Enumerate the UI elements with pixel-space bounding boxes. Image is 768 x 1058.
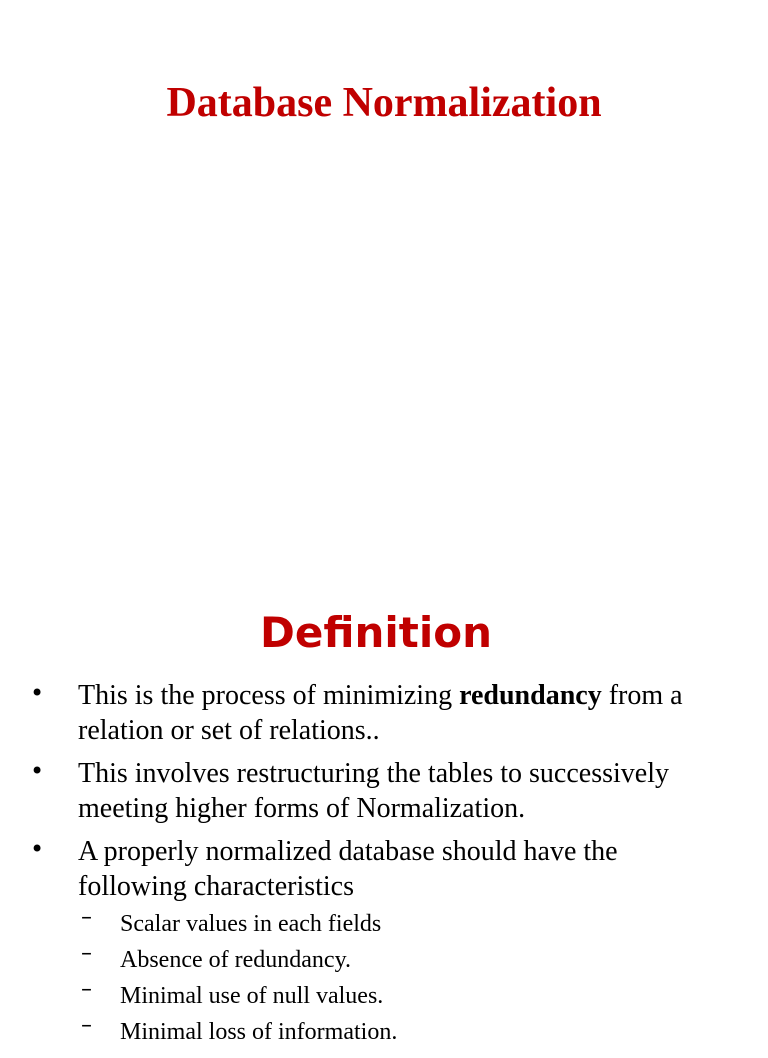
bullet-text: A properly normalized database should have the following characteristics <box>78 836 618 902</box>
sub-item-minimal-loss-of-information <box>0 1014 732 1050</box>
bullet-text-bold-redundancy: redundancy <box>459 680 602 711</box>
bullet-icon: • <box>30 835 45 863</box>
bullet-text-after: from a relation or set of relations.. <box>78 680 683 746</box>
bullet-item-characteristics <box>0 834 768 1050</box>
sub-item-absence-of-redundancy <box>0 942 732 978</box>
dash-icon: – <box>81 1013 92 1038</box>
dash-icon: – <box>81 941 92 966</box>
bullet-item-restructuring <box>0 756 768 826</box>
sub-item-text: Scalar values in each fields <box>120 911 382 937</box>
dash-icon: – <box>81 977 92 1002</box>
bullet-item-process <box>0 678 768 748</box>
bullet-icon: • <box>30 757 45 785</box>
sub-item-text: Minimal loss of information. <box>120 1019 398 1045</box>
sub-item-minimal-null-values <box>0 978 732 1014</box>
definition-bullet-list <box>0 678 768 1058</box>
bullet-icon: • <box>30 679 45 707</box>
definition-heading: Definition <box>259 608 492 657</box>
dash-icon: – <box>81 905 92 930</box>
slide-title: Database Normalization <box>166 80 602 126</box>
bullet-text-before: This is the process of minimizing <box>78 680 460 711</box>
characteristics-sub-list <box>78 906 732 1050</box>
sub-item-scalar-values <box>0 906 732 942</box>
sub-item-text: Absence of redundancy. <box>120 947 352 973</box>
sub-item-text: Minimal use of null values. <box>120 983 384 1009</box>
bullet-text: This involves restructuring the tables to successively meeting higher forms of Normalization. <box>78 758 669 824</box>
